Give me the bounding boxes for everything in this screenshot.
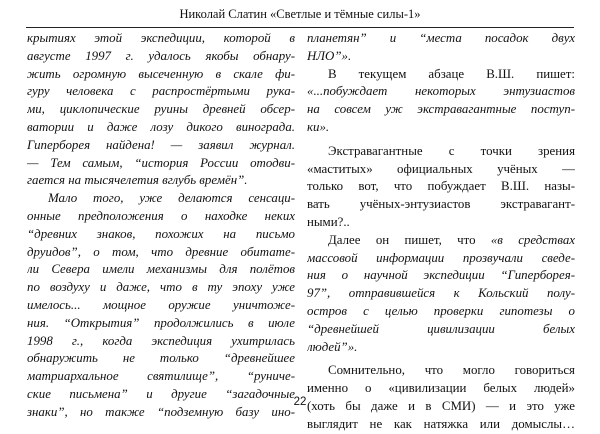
text-line: ватории и даже лозу дикого винограда.: [27, 119, 295, 134]
text-line: гуру человека с распростёртыми рука-: [27, 84, 295, 99]
right-column: [307, 30, 575, 434]
text-line: друидов”, о том, что древние обитате-: [27, 244, 295, 259]
text-line: “древнейшей цивилизации белых: [307, 321, 575, 336]
text-line: людей”».: [307, 339, 358, 354]
text-line: (хоть бы даже и в СМИ) — и это уже: [307, 398, 575, 413]
text-line: ские письмена” и другие “загадочные: [27, 386, 295, 401]
text-line: онные предположения о находке неких: [27, 208, 295, 223]
text-line: матриархальное святилище”, “руниче-: [27, 369, 295, 384]
running-header: [26, 4, 574, 28]
book-title: Николай Слатин «Светлые и тёмные силы-1»: [179, 7, 421, 21]
text-line: на совсем уж экстравагантные поступ-: [307, 102, 575, 117]
text-line: по воздуху и даже, что в ту эпоху уже: [27, 280, 295, 295]
text-line: только вот, что побуждает В.Ш. назы-: [307, 179, 575, 194]
text-line: «...побуждает некоторых энтузиастов: [307, 84, 575, 99]
text-line: обнаружить не только “древнейшее: [27, 351, 295, 366]
text-line: [307, 232, 575, 250]
text-line: ки».: [307, 119, 330, 134]
text-line: гается на тысячелетия вглубь времён”.: [27, 173, 248, 188]
text-line: знаки”, но также “подземную базу ино-: [27, 404, 295, 419]
page-number: 22: [293, 396, 307, 408]
text-line: 1998 г., когда экспедиция ухитрилась: [27, 333, 295, 348]
text-line: Сомнительно, что могло говориться: [328, 363, 575, 378]
text-line: 97”, отправившейся к Кольский полу-: [307, 286, 575, 301]
text-line: «маститых» официальных учёных —: [307, 161, 575, 176]
text-line: массовой информации прозвучали сведе-: [307, 250, 575, 265]
text-line: именно о «цивилизации белых людей»: [307, 381, 575, 396]
text-line: Мало того, уже делаются сенсаци-: [48, 191, 295, 206]
text-line: ния о научной экспедиции “Гиперборея-: [307, 268, 575, 283]
text-line: вать учёных-энтузиастов экстравагант-: [307, 197, 575, 212]
text-line: ли Севера имели механизмы для полётов: [27, 262, 295, 277]
text-line: Экстравагантные с точки зрения: [328, 143, 575, 158]
quote-run: «в средствах: [490, 232, 575, 247]
text-run: Далее он пишет, что: [328, 232, 476, 247]
text-line: НЛО”».: [307, 48, 352, 63]
text-line: ными?..: [307, 214, 350, 229]
text-line: имелось... мощное оружие уничтоже-: [27, 297, 295, 312]
text-line: ния. “Открытия” продолжились в июле: [27, 315, 295, 330]
text-line: остров с целью проверки гипотезы о: [307, 303, 575, 318]
text-line: — Тем самым, “история России отодви-: [27, 155, 295, 170]
text-line: выглядит не как натяжка или домыслы…: [307, 416, 575, 431]
text-line: ми, циклопические руины древней обсер-: [27, 102, 295, 117]
left-column: [27, 30, 295, 422]
text-line: жить огромную высеченную в скале фи-: [27, 66, 295, 81]
text-line: августе 1997 г. удалось якобы обнару-: [27, 48, 295, 63]
text-line: крытиях этой экспедиции, которой в: [27, 31, 295, 45]
text-line: “древних знаков, похожих на письмо: [27, 226, 295, 241]
text-line: Гиперборея найдена! — заявил журнал.: [27, 137, 295, 152]
text-line: В текущем абзаце В.Ш. пишет:: [328, 66, 575, 81]
text-line: планетян” и “места посадок двух: [307, 31, 575, 45]
